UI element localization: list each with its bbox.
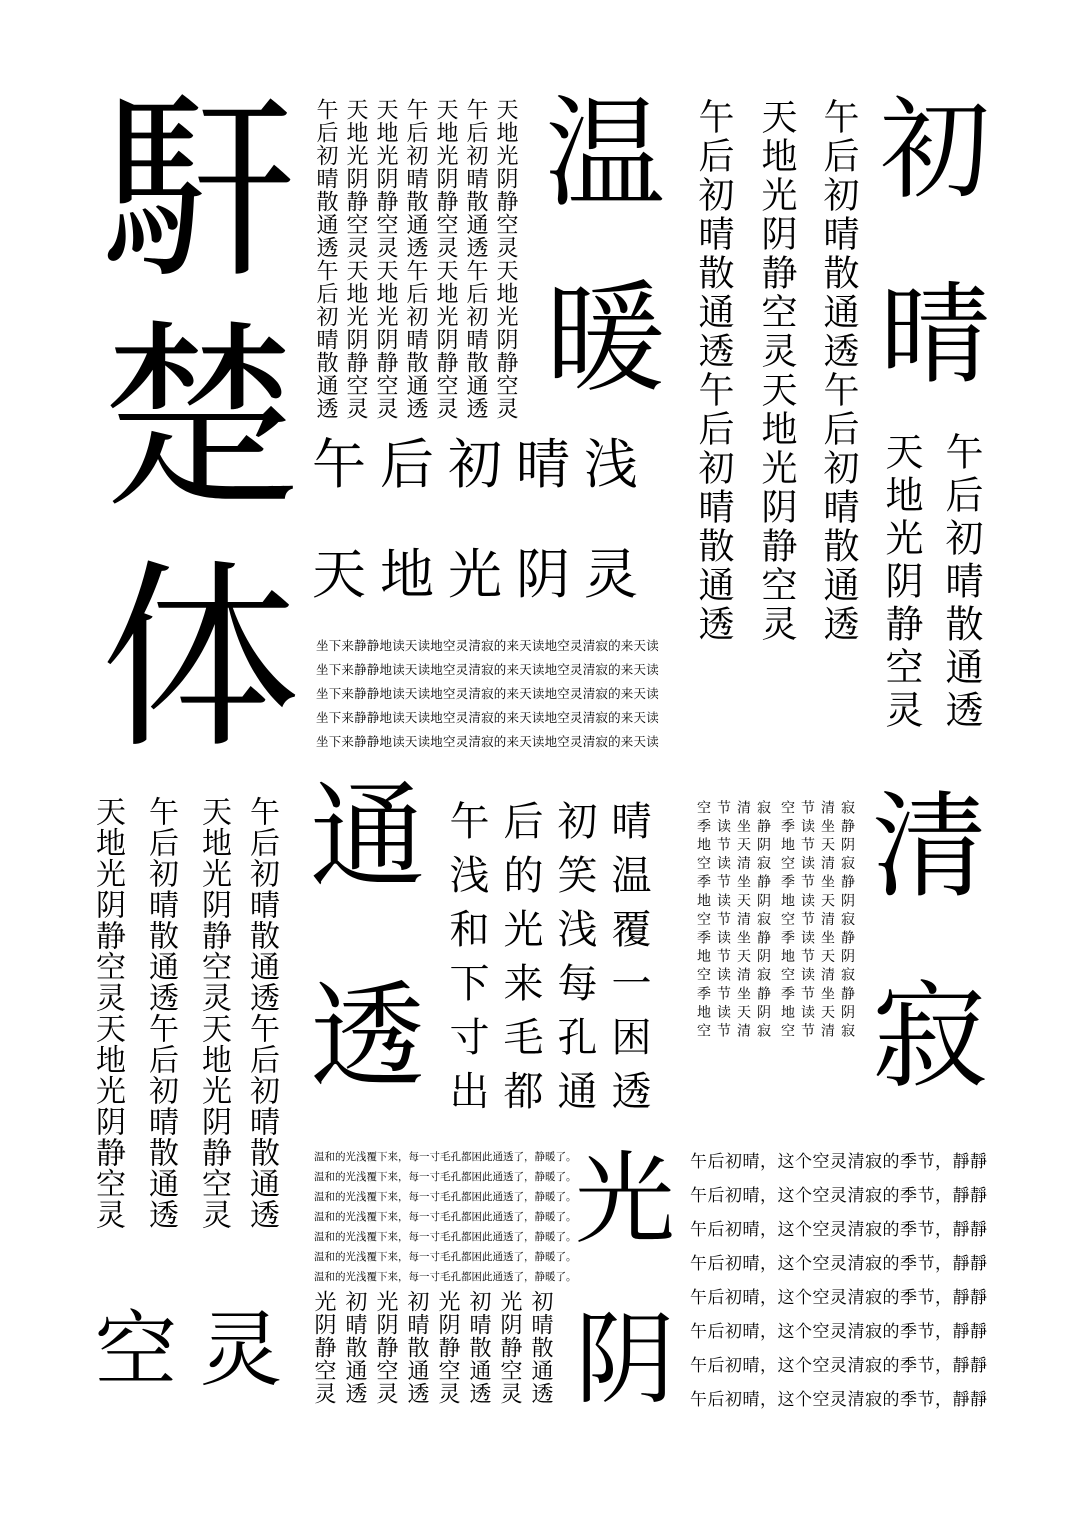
small-col: 天地光阴静空灵天地光阴静空灵 <box>343 98 368 420</box>
long-row: 温和的光浅覆下来，每一寸毛孔都困此通透了，静暖了。 <box>314 1211 577 1223</box>
kong-char: 空 <box>95 1303 178 1398</box>
qing2-char: 清 <box>872 780 988 914</box>
right-col: 午后初晴散通透午后初晴散通透 <box>818 98 859 644</box>
wen-char: 温 <box>545 85 665 224</box>
right-bottom-row: 午后初晴，这个空灵清寂的季节，靜靜 <box>690 1186 988 1206</box>
bottom-small-col: 光阴静空灵 <box>435 1290 460 1405</box>
chu-char: 初 <box>880 86 990 214</box>
right-bottom-row: 午后初晴，这个空灵清寂的季节，靜靜 <box>690 1220 988 1240</box>
yin-char: 阴 <box>575 1301 675 1418</box>
small-col: 午后初晴散通透午后初晴散通透 <box>313 98 338 420</box>
title-char-1: 馯 <box>100 73 301 306</box>
bottom-small-col: 光阴静空灵 <box>497 1290 522 1405</box>
poem-col: 初笑浅每孔通 <box>551 800 597 1124</box>
bottom-small-col: 初晴散通透 <box>404 1290 429 1405</box>
tou-char: 透 <box>310 970 426 1104</box>
tiny-row: 坐下来静静地读天读地空灵清寂的来天读地空灵清寂的来天读 <box>316 686 659 701</box>
right-mid-col: 天地光阴静空灵 <box>879 432 923 733</box>
bottom-small-col: 初晴散通透 <box>342 1290 367 1405</box>
poem-col: 午浅和下寸出 <box>443 800 489 1124</box>
guang-char: 光 <box>575 1141 675 1258</box>
small-right-col: 空季地空季地空季地空季地空 <box>779 800 795 1042</box>
title-char-3: 体 <box>100 543 301 776</box>
long-row: 温和的光浅覆下来，每一寸毛孔都困此通透了，静暖了。 <box>314 1251 577 1263</box>
right-bottom-row: 午后初晴，这个空灵清寂的季节，靜靜 <box>690 1288 988 1308</box>
small-col: 午后初晴散通透午后初晴散通透 <box>463 98 488 420</box>
tiny-row: 坐下来静静地读天读地空灵清寂的来天读地空灵清寂的来天读 <box>316 638 659 653</box>
small-right-col: 节读节读节读节读节读节读节 <box>715 800 731 1042</box>
right-bottom-row: 午后初晴，这个空灵清寂的季节，靜靜 <box>690 1390 988 1410</box>
nuan-char: 暖 <box>545 270 665 409</box>
qing-char: 晴 <box>880 271 990 399</box>
small-right-col: 空季地空季地空季地空季地空 <box>695 800 711 1042</box>
left-bottom-col: 午后初晴散通透午后初晴散通透 <box>244 796 279 1230</box>
poem-col: 晴温覆一困透 <box>605 800 651 1124</box>
long-row: 温和的光浅覆下来，每一寸毛孔都困此通透了，静暖了。 <box>314 1151 577 1163</box>
poem-col: 后的光来毛都 <box>497 800 543 1124</box>
small-col: 天地光阴静空灵天地光阴静空灵 <box>433 98 458 420</box>
tong-char: 通 <box>310 770 426 904</box>
bottom-small-col: 光阴静空灵 <box>373 1290 398 1405</box>
bottom-small-col: 初晴散通透 <box>466 1290 491 1405</box>
right-bottom-row: 午后初晴，这个空灵清寂的季节，靜靜 <box>690 1254 988 1274</box>
bottom-small-col: 初晴散通透 <box>528 1290 553 1405</box>
ji-char: 寂 <box>872 970 988 1104</box>
right-bottom-row: 午后初晴，这个空灵清寂的季节，靜靜 <box>690 1322 988 1342</box>
small-right-col: 清坐天清坐天清坐天清坐天清 <box>819 800 835 1042</box>
tiny-row: 坐下来静静地读天读地空灵清寂的来天读地空灵清寂的来天读 <box>316 662 659 677</box>
left-bottom-col: 午后初晴散通透午后初晴散通透 <box>143 796 178 1230</box>
small-col: 天地光阴静空灵天地光阴静空灵 <box>493 98 518 420</box>
title-char-2: 楚 <box>100 303 301 536</box>
left-bottom-col: 天地光阴静空灵天地光阴静空灵 <box>196 796 231 1230</box>
mid-row-1: 午后初晴浅 <box>312 433 652 496</box>
right-col: 午后初晴散通透午后初晴散通透 <box>693 98 734 644</box>
tiny-row: 坐下来静静地读天读地空灵清寂的来天读地空灵清寂的来天读 <box>316 734 659 749</box>
right-mid-col: 午后初晴散通透 <box>939 432 983 733</box>
tiny-row: 坐下来静静地读天读地空灵清寂的来天读地空灵清寂的来天读 <box>316 710 659 725</box>
left-bottom-col: 天地光阴静空灵天地光阴静空灵 <box>90 796 125 1230</box>
small-col: 午后初晴散通透午后初晴散通透 <box>403 98 428 420</box>
small-right-col: 节读节读节读节读节读节读节 <box>799 800 815 1042</box>
long-row: 温和的光浅覆下来，每一寸毛孔都困此通透了，静暖了。 <box>314 1191 577 1203</box>
right-bottom-row: 午后初晴，这个空灵清寂的季节，靜靜 <box>690 1152 988 1172</box>
long-row: 温和的光浅覆下来，每一寸毛孔都困此通透了，静暖了。 <box>314 1271 577 1283</box>
long-row: 温和的光浅覆下来，每一寸毛孔都困此通透了，静暖了。 <box>314 1231 577 1243</box>
small-right-col: 清坐天清坐天清坐天清坐天清 <box>735 800 751 1042</box>
small-right-col: 寂静阴寂静阴寂静阴寂静阴寂 <box>839 800 855 1042</box>
long-row: 温和的光浅覆下来，每一寸毛孔都困此通透了，静暖了。 <box>314 1171 577 1183</box>
right-bottom-row: 午后初晴，这个空灵清寂的季节，靜靜 <box>690 1356 988 1376</box>
mid-row-2: 天地光阴灵 <box>312 543 652 606</box>
right-col: 天地光阴静空灵天地光阴静空灵 <box>756 98 797 644</box>
small-col: 天地光阴静空灵天地光阴静空灵 <box>373 98 398 420</box>
small-right-col: 寂静阴寂静阴寂静阴寂静阴寂 <box>755 800 771 1042</box>
bottom-small-col: 光阴静空灵 <box>311 1290 336 1405</box>
ling-char: 灵 <box>200 1303 283 1398</box>
